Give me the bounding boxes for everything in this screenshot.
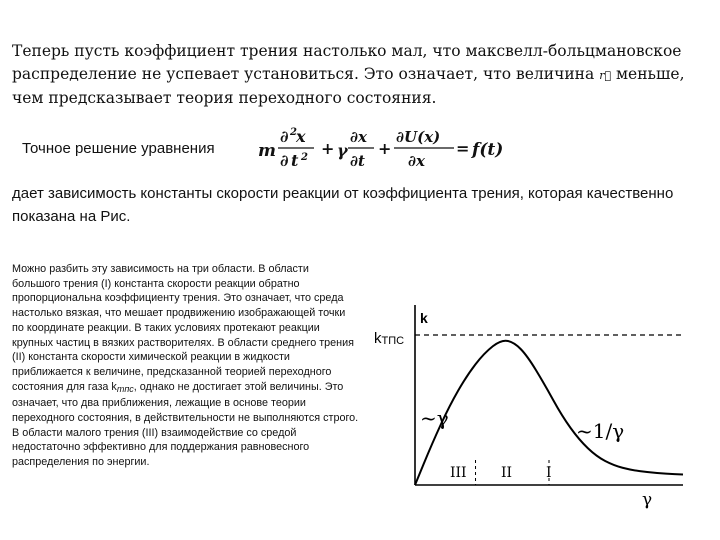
eq-dU: ∂U(x) xyxy=(396,128,441,146)
eq-force: f(t) xyxy=(472,140,504,160)
eq-mass: m xyxy=(258,141,276,161)
annotation-linear: ~γ xyxy=(420,406,449,430)
velocity-symbol: r⃗ xyxy=(599,69,612,82)
ktps-label-sub: ТПС xyxy=(381,335,405,347)
region-label-I: I xyxy=(546,465,552,481)
eq-x-top: x xyxy=(296,127,306,146)
equation-label: Точное решение уравнения xyxy=(22,140,215,157)
explanation-text-2: , однако не достигает этой величины. Это означает, что два приближения, лежащие в основе теории переходного состояния, в действительности не выполняются строго. В области малого трения (III) взаимодействие со средой недостаточно эффективно для поддержания равновесного распределения по энергии. xyxy=(12,380,359,469)
result-paragraph: дает зависимость константы скорости реакции от коэффициента трения, которая качественно показана на Рис. xyxy=(12,185,674,225)
eq-dx: ∂x xyxy=(350,128,367,146)
ktps-label-main: k xyxy=(374,330,382,347)
region-label-II: II xyxy=(501,465,513,481)
eq-dt: ∂t xyxy=(350,152,365,170)
eq-t-bottom: t xyxy=(291,151,299,170)
eq-partial-bottom: ∂ xyxy=(280,151,289,170)
eq-plus-2: + xyxy=(378,139,392,158)
annotation-inverse: ~1/γ xyxy=(576,419,625,443)
eq-square-top: 2 xyxy=(290,127,297,138)
ktps-label xyxy=(374,330,404,347)
eq-gamma: γ xyxy=(337,141,348,160)
intro-text-2: меньше, чем предсказывает теория переходного состояния. xyxy=(12,65,685,107)
region-separators xyxy=(476,460,549,485)
eq-square-bottom: 2 xyxy=(301,152,308,163)
eq-dx-2: ∂x xyxy=(408,152,425,170)
explanation-paragraph xyxy=(12,262,360,470)
intro-text-1: Теперь пусть коэффициент трения настолько мал, что максвелл-больцмановское распределение не успевает установиться. Это означает, что величина xyxy=(12,42,682,83)
explanation-sub: тпс xyxy=(116,383,134,394)
eq-equals: = xyxy=(456,139,470,158)
region-label-III: III xyxy=(450,465,467,481)
rate-curve xyxy=(415,341,683,485)
rate-vs-friction-chart xyxy=(368,285,698,525)
x-axis-label: γ xyxy=(642,490,653,510)
eq-partial-top: ∂ xyxy=(280,127,289,146)
eq-plus-1: + xyxy=(321,139,335,158)
langevin-equation xyxy=(258,124,518,174)
explanation-text-1: Можно разбить эту зависимость на три области. В области большого трения (I) константа скорости реакции обратно пропорциональна коэффициенту трения. Это означает, что среда настолько вязкая, что мешает продвижению изображающей точки по координате реакции. В таких условиях протекают реакции крупных частиц в вязких растворителях. В области среднего трения (II) константа скорости химической реакции в жидкости приближается к величине, предсказанной теорией переходного состояния для газа k xyxy=(12,263,355,393)
y-axis-label: k xyxy=(420,310,428,326)
intro-paragraph xyxy=(12,40,712,110)
